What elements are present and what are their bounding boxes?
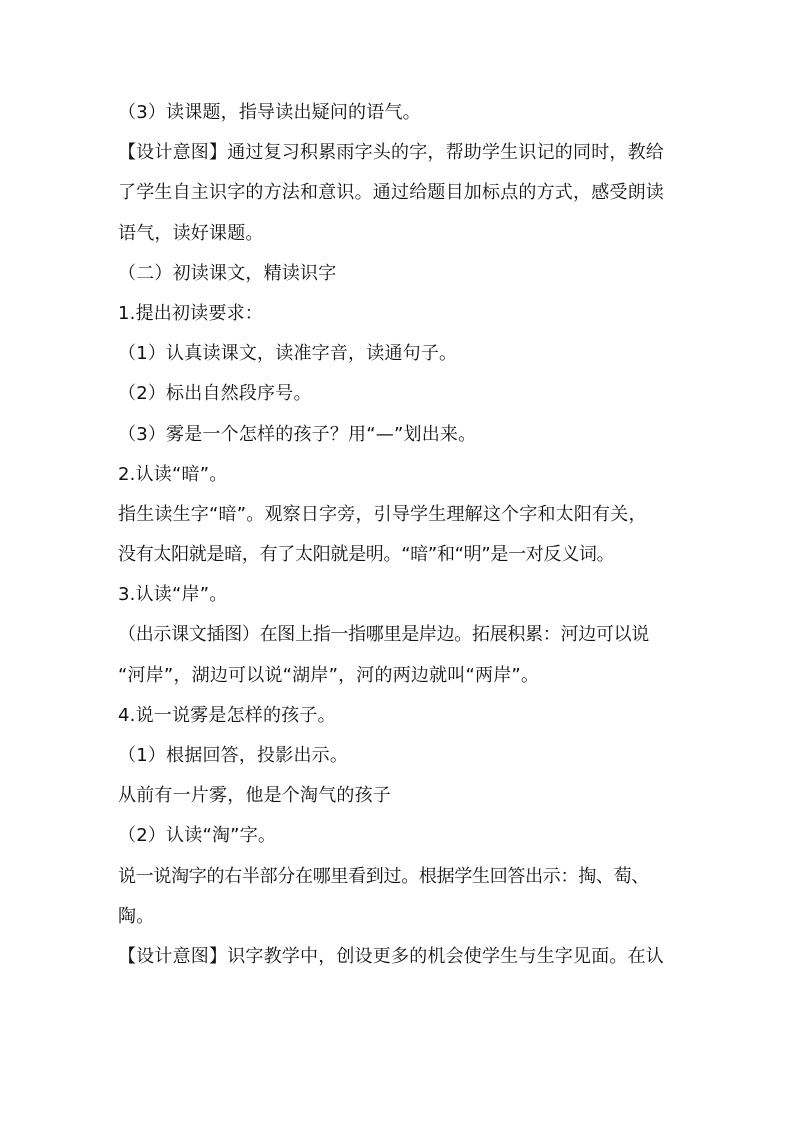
document-body — [118, 102, 682, 986]
text-line: （2）认读“淘”字。 — [118, 825, 277, 847]
text-line: 1.提出初读要求： — [118, 302, 263, 324]
text-line: （出示课文插图）在图上指一指哪里是岸边。拓展积累：河边可以说 — [118, 624, 649, 646]
text-line: 从前有一片雾，他是个淘气的孩子 — [118, 785, 391, 807]
text-line: 3.认读“岸”。 — [118, 584, 228, 606]
text-line: 了学生自主识字的方法和意识。通过给题目加标点的方式，感受朗读 — [118, 182, 664, 204]
section-heading: （二）初读课文，精读识字 — [118, 262, 337, 284]
text-line: 语气，读好课题。 — [118, 222, 264, 244]
text-line: 2.认读“暗”。 — [118, 463, 228, 485]
text-line: （3）读课题，指导读出疑问的语气。 — [118, 102, 421, 123]
text-line: 没有太阳就是暗，有了太阳就是明。“暗”和“明”是一对反义词。 — [118, 544, 615, 566]
text-line: 【设计意图】识字教学中，创设更多的机会使学生与生字见面。在认 — [118, 945, 664, 967]
text-line: “河岸”，湖边可以说“湖岸”，河的两边就叫“两岸”。 — [118, 664, 540, 686]
text-line: （1）认真读课文，读准字音，读通句子。 — [118, 343, 458, 365]
text-line: （1）根据回答，投影出示。 — [118, 745, 349, 766]
text-line: （2）标出自然段序号。 — [118, 383, 312, 405]
text-line: 陶。 — [118, 905, 155, 927]
text-line: （3）雾是一个怎样的孩子？用“—”划出来。 — [118, 423, 477, 445]
text-line: 【设计意图】通过复习积累雨字头的字，帮助学生识记的同时，教给 — [118, 142, 664, 164]
text-line: 说一说淘字的右半部分在哪里看到过。根据学生回答出示：掏、萄、 — [118, 865, 649, 887]
text-line: 4.说一说雾是怎样的孩子。 — [118, 704, 336, 726]
text-line: 指生读生字“暗”。观察日字旁，引导学生理解这个字和太阳有关， — [118, 503, 647, 525]
